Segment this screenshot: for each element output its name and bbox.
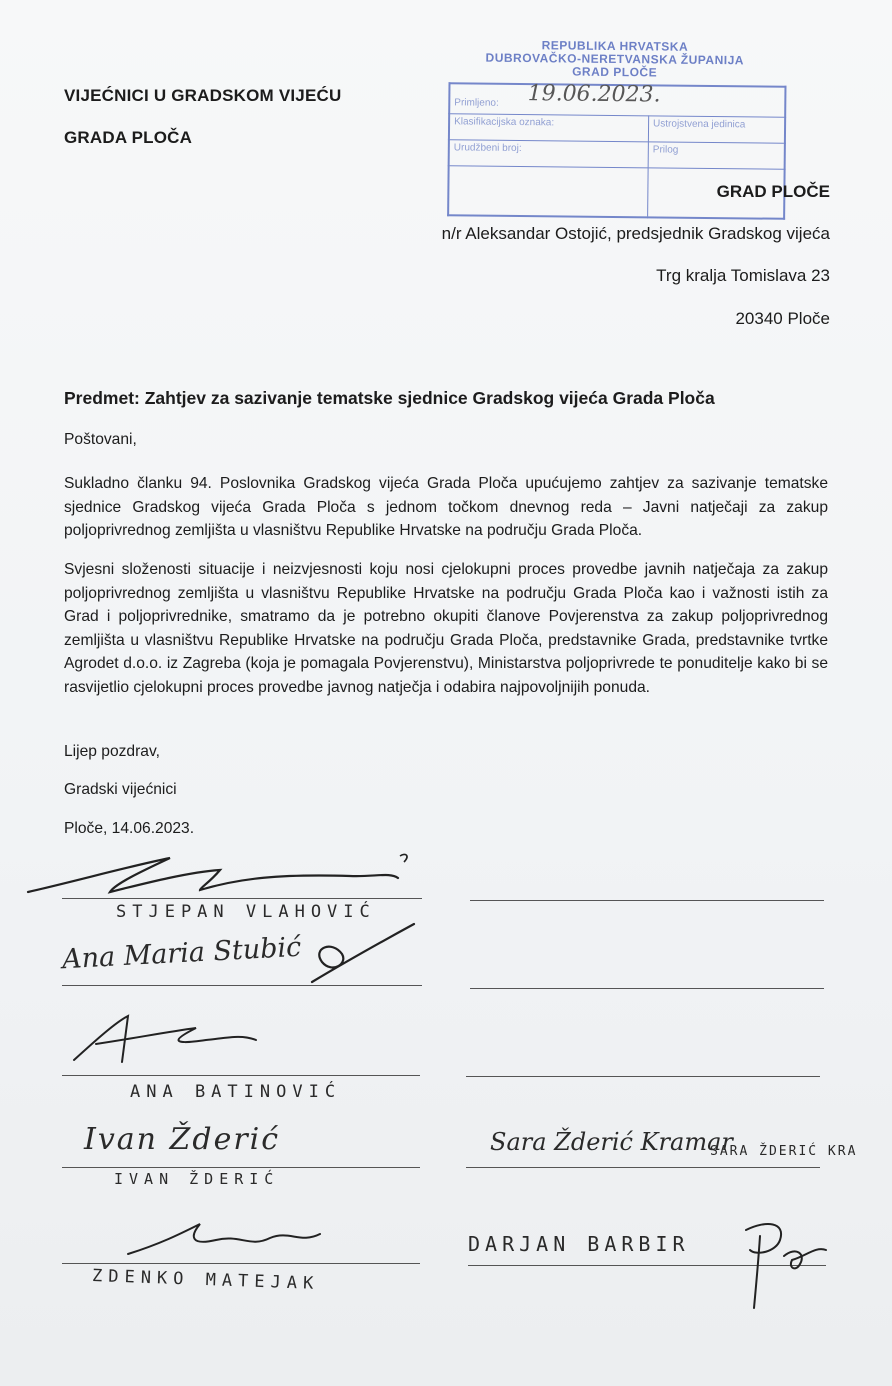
sender-line-2: GRADA PLOČA: [64, 128, 193, 147]
signature-line: [470, 988, 824, 989]
stamp-org-unit-cell: [648, 116, 785, 143]
signature-6-printed-name: SARA ŽDERIĆ KRA: [710, 1144, 858, 1159]
signature-7-scribble: [736, 1216, 832, 1316]
stamp-class-cell: [449, 114, 649, 142]
signature-6-handwritten: Sara Žderić Kramar: [490, 1128, 733, 1156]
letter-signatory: Gradski vijećnici: [64, 781, 177, 798]
letter-paragraph-1: Sukladno članku 94. Poslovnika Gradskog vijeća Grada Ploča upućujemo zahtjev za sazivanje tematske sjednice Gradskog vijeća Grada Ploča s jednom točkom dnevnog reda – Javni natječaji za zakup poljoprivrednog zemljišta u vlasništvu Republike Hrvatske na području Grada Ploča.: [64, 475, 828, 539]
stamp-org-unit-label: Ustrojstvena jedinica: [653, 118, 746, 131]
signature-3-scribble: [66, 1010, 266, 1070]
signature-2-handwritten: Ana Maria Stubić: [61, 931, 302, 976]
letter-closing: Lijep pozdrav,: [64, 743, 160, 760]
signature-3-printed-name: ANA BATINOVIĆ: [130, 1082, 342, 1102]
signature-line: [62, 1167, 420, 1168]
stamp-received-label: Primljeno:: [454, 97, 499, 109]
signature-4-printed-name: IVAN ŽDERIĆ: [114, 1170, 280, 1188]
letter-greeting: Poštovani,: [64, 431, 137, 448]
recipient-city: 20340 Ploče: [735, 309, 830, 328]
letter-subject: Predmet: Zahtjev za sazivanje tematske sjednice Gradskog vijeća Grada Ploča: [64, 388, 715, 408]
stamp-empty-cell: [448, 166, 648, 218]
stamp-reg-cell: [449, 140, 649, 168]
recipient-street: Trg kralja Tomislava 23: [656, 266, 830, 285]
signature-2-scribble: [292, 918, 422, 998]
signature-line: [62, 1075, 420, 1076]
signature-line: [466, 1167, 820, 1168]
stamp-line-1: REPUBLIKA HRVATSKA: [541, 38, 689, 54]
signature-line: [466, 1076, 820, 1077]
signature-1-printed-name: STJEPAN VLAHOVIĆ: [116, 902, 376, 922]
signature-1-scribble: [20, 842, 420, 902]
letter-place-date: Ploče, 14.06.2023.: [64, 820, 195, 837]
sender-line-1: VIJEĆNICI U GRADSKOM VIJEĆU: [64, 86, 342, 105]
recipient-attention: n/r Aleksandar Ostojić, predsjednik Gradskog vijeća: [441, 224, 830, 243]
recipient-name: GRAD PLOČE: [716, 182, 830, 201]
letter-paragraph-2: Svjesni složenosti situacije i neizvjesnosti koju nosi cjelokupni proces provedbe javnih natječaja za zakup poljoprivrednog zemljišta u vlasništvu Republike Hrvatske na području Grada Ploča kao i važnosti istih za Grad i poljoprivrednike, smatramo da je potrebno okupiti članove Povjerenstva za zakup poljoprivrednog zemljišta u vlasništvu Republike Hrvatske na području Grada Ploča, predstavnike Grada, predstavnike tvrtke Agrodet d.o.o. iz Zagreba (koja je pomagala Povjerenstvu), Ministarstva poljoprivrede te ponuditelje kako bi se rasvijetlio cjelokupni proces provedbe javnog natječja i odabira najpovoljnijih ponuda.: [64, 561, 828, 696]
stamp-received-cell: [449, 83, 785, 117]
signature-5-printed-name: ZDENKO MATEJAK: [91, 1266, 320, 1294]
stamp-class-label: Klasifikacijska oznaka:: [454, 116, 555, 129]
stamp-line-2: DUBROVAČKO-NERETVANSKA ŽUPANIJA: [485, 50, 745, 68]
signature-7-printed-name: DARJAN BARBIR: [468, 1232, 690, 1256]
stamp-reg-label: Urudžbeni broj:: [453, 142, 522, 155]
signature-5-scribble: [120, 1214, 340, 1264]
stamp-attach-cell: [648, 142, 785, 169]
signature-4-handwritten: Ivan Žderić: [84, 1122, 281, 1157]
stamp-attach-label: Prilog: [652, 144, 679, 156]
stamp-line-3: GRAD PLOČE: [572, 64, 658, 80]
stamp-received-date: 19.06.2023.: [527, 81, 661, 108]
signature-line: [470, 900, 824, 901]
